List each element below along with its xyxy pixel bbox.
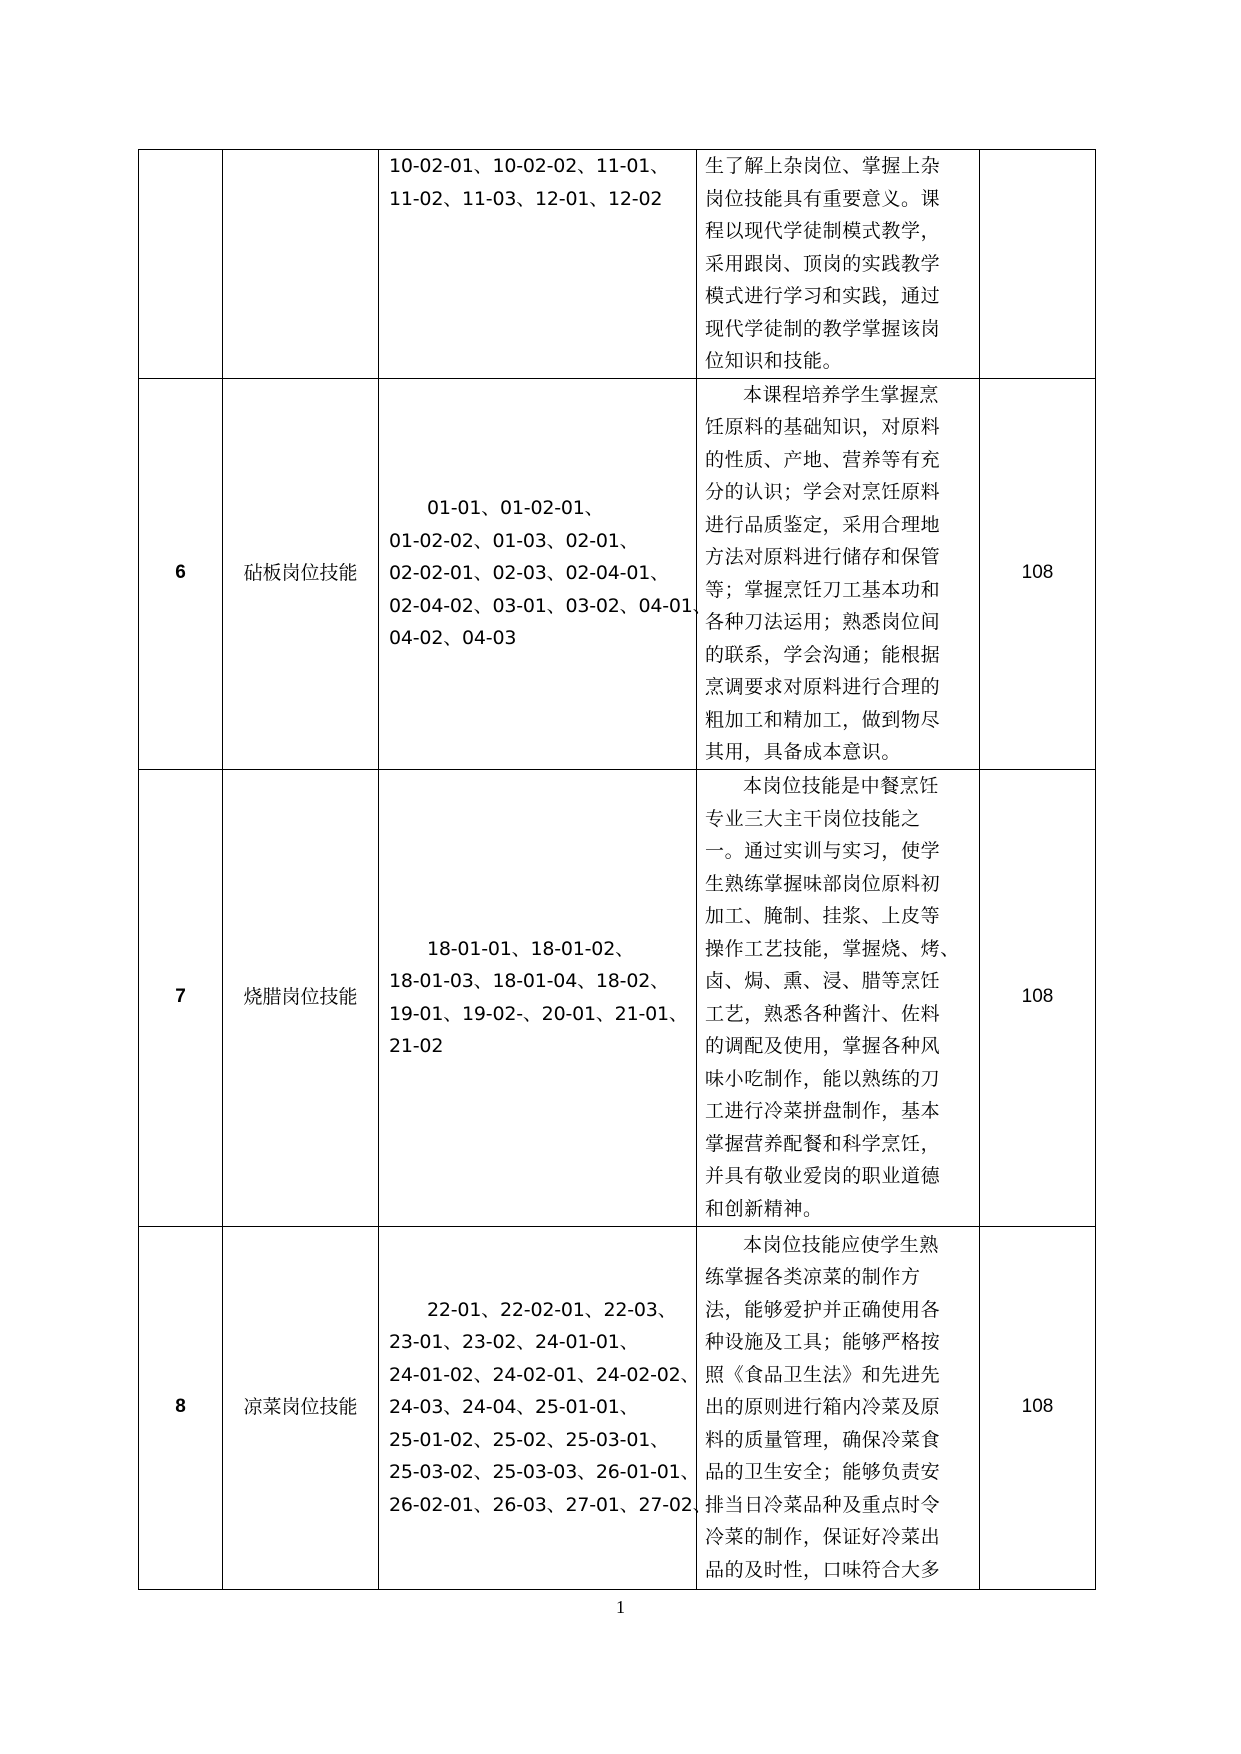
- code-line: 02-02-01、02-03、02-04-01、: [389, 562, 669, 585]
- desc-line: 卤、焗、熏、浸、腊等烹饪: [705, 970, 941, 992]
- code-line: 25-01-02、25-02、25-03-01、: [389, 1428, 669, 1451]
- desc-line: 分的认识；学会对烹饪原料: [705, 481, 941, 503]
- code-line: 24-01-02、24-02-01、24-02-02、: [389, 1363, 700, 1386]
- desc-line: 掌握营养配餐和科学烹饪，: [705, 1132, 941, 1155]
- course-table: [138, 149, 1096, 1590]
- code-line: 23-01、23-02、24-01-01、: [389, 1331, 639, 1354]
- desc-line: 模式进行学习和实践，通过: [705, 285, 941, 307]
- desc-line: 的联系，学会沟通；能根据: [705, 643, 941, 666]
- desc-line: 味小吃制作，能以熟练的刀: [705, 1067, 941, 1090]
- desc-line: 烹调要求对原料进行合理的: [705, 676, 941, 698]
- desc-line: 一。通过实训与实习，使学: [705, 840, 941, 862]
- desc-line: 生熟练掌握味部岗位原料初: [705, 872, 941, 895]
- desc-line: 法，能够爱护并正确使用各: [705, 1298, 941, 1321]
- desc-line: 练掌握各类凉菜的制作方: [705, 1266, 921, 1289]
- course-codes: [379, 378, 712, 769]
- code-line: 19-01、19-02-、20-01、21-01、: [389, 1002, 688, 1025]
- code-line: 01-01、01-02-01、: [427, 497, 604, 520]
- desc-line: 操作工艺技能，掌握烧、烤、: [705, 937, 960, 960]
- desc-line: 和创新精神。: [705, 1197, 823, 1220]
- desc-line: 进行品质鉴定，采用合理地: [705, 513, 941, 536]
- page-number: 1: [616, 1597, 625, 1617]
- course-codes: [379, 150, 697, 379]
- desc-line: 其用，具备成本意识。: [705, 741, 902, 763]
- code-line: 22-01、22-02-01、22-03、: [427, 1298, 677, 1321]
- desc-line: 程以现代学徒制模式教学，: [705, 220, 941, 242]
- course-name: 凉菜岗位技能: [223, 1226, 379, 1589]
- code-line: 02-04-02、03-01、03-02、04-01、: [389, 594, 712, 617]
- desc-line: 加工、腌制、挂浆、上皮等: [705, 905, 941, 927]
- desc-line: 各种刀法运用；熟悉岗位间: [705, 611, 941, 633]
- desc-line: 工进行冷菜拼盘制作，基本: [705, 1100, 941, 1122]
- code-line: 24-03、24-04、25-01-01、: [389, 1396, 639, 1419]
- table-row: [139, 150, 1096, 379]
- desc-line: 采用跟岗、顶岗的实践教学: [705, 252, 941, 275]
- desc-line: 并具有敬业爱岗的职业道德: [705, 1165, 941, 1187]
- row-number: 7: [139, 769, 223, 1226]
- desc-line: 现代学徒制的教学掌握该岗: [705, 317, 941, 340]
- desc-line: 照《食品卫生法》和先进先: [705, 1363, 941, 1386]
- desc-line: 本课程培养学生掌握烹: [743, 383, 940, 406]
- table-row: [139, 1226, 1096, 1589]
- code-line: 18-01-01、18-01-02、: [427, 937, 634, 960]
- desc-line: 方法对原料进行储存和保管: [705, 546, 941, 568]
- desc-line: 等；掌握烹饪刀工基本功和: [705, 578, 941, 601]
- desc-line: 冷菜的制作，保证好冷菜出: [705, 1526, 941, 1549]
- desc-line: 的调配及使用，掌握各种风: [705, 1035, 941, 1057]
- desc-line: 种设施及工具；能够严格按: [705, 1331, 941, 1354]
- desc-line: 本岗位技能应使学生熟: [743, 1233, 940, 1256]
- course-name: 砧板岗位技能: [223, 378, 379, 769]
- course-name: 烧腊岗位技能: [223, 769, 379, 1226]
- course-description: [697, 150, 980, 379]
- desc-line: 料的质量管理，确保冷菜食: [705, 1428, 941, 1451]
- desc-line: 饪原料的基础知识，对原料: [705, 416, 941, 438]
- code-line: 21-02: [389, 1035, 444, 1057]
- desc-line: 生了解上杂岗位、掌握上杂: [705, 155, 941, 177]
- desc-line: 的性质、产地、营养等有充: [705, 448, 941, 471]
- row-number: 8: [139, 1226, 223, 1589]
- course-hours: 108: [980, 378, 1096, 769]
- code-line: 26-02-01、26-03、27-01、27-02、: [389, 1493, 712, 1516]
- desc-line: 排当日冷菜品种及重点时令: [705, 1493, 941, 1516]
- desc-line: 岗位技能具有重要意义。课: [705, 187, 941, 210]
- code-line: 04-02、04-03: [389, 627, 517, 650]
- desc-line: 工艺，熟悉各种酱汁、佐料: [705, 1002, 941, 1025]
- code-line: 25-03-02、25-03-03、26-01-01、: [389, 1461, 700, 1484]
- desc-line: 品的及时性，口味符合大多: [705, 1558, 941, 1581]
- code-line: 01-02-02、01-03、02-01、: [389, 529, 639, 552]
- course-hours: 108: [980, 769, 1096, 1226]
- desc-line: 本岗位技能是中餐烹饪: [743, 775, 940, 797]
- desc-line: 出的原则进行箱内冷菜及原: [705, 1396, 941, 1419]
- course-description: [697, 1226, 980, 1589]
- desc-line: 专业三大主干岗位技能之: [705, 807, 921, 830]
- table-row: [139, 378, 1096, 769]
- table-row: [139, 769, 1096, 1226]
- desc-line: 位知识和技能。: [705, 350, 843, 372]
- course-codes: [379, 1226, 712, 1589]
- course-name: [223, 150, 379, 379]
- code-line: 10-02-01、10-02-02、11-01、: [389, 155, 669, 177]
- desc-line: 粗加工和精加工，做到物尽: [705, 708, 941, 731]
- course-description: [697, 378, 980, 769]
- row-number: [139, 150, 223, 379]
- course-hours: 108: [980, 1226, 1096, 1589]
- desc-line: 品的卫生安全；能够负责安: [705, 1461, 941, 1484]
- code-line: 18-01-03、18-01-04、18-02、: [389, 970, 669, 992]
- code-line: 11-02、11-03、12-01、12-02: [389, 187, 663, 210]
- course-hours: [980, 150, 1096, 379]
- course-codes: [379, 769, 697, 1226]
- row-number: 6: [139, 378, 223, 769]
- course-description: [697, 769, 980, 1226]
